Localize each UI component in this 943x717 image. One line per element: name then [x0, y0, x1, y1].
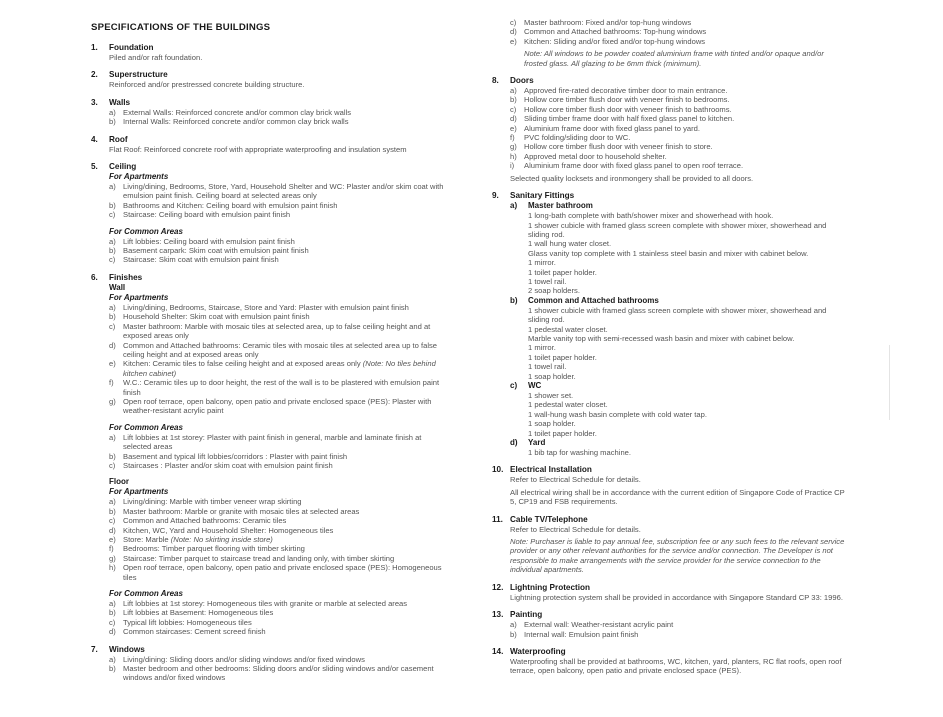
list-item — [109, 535, 451, 544]
wall-common-list — [109, 433, 451, 471]
item-text: Household Shelter: Skim coat with emulsion paint finish — [123, 312, 310, 322]
right-column — [492, 20, 847, 684]
subheading-apartments: For Apartments — [109, 292, 169, 302]
item-text: Lift lobbies: Ceiling board with emulsion paint finish — [123, 236, 295, 246]
item-text: Sliding timber frame door with half fixed glass panel to kitchen. — [524, 114, 735, 124]
item-text: Typical lift lobbies: Homogeneous tiles — [123, 617, 252, 627]
item-text: Lift lobbies at 1st storey: Homogeneous tiles with granite or marble at selected areas — [123, 599, 408, 609]
section-number: 5. — [91, 162, 98, 172]
walls-list — [91, 108, 451, 127]
item-text: Staircases : Plaster and/or skim coat with emulsion paint finish — [123, 460, 333, 470]
item-marker: b) — [109, 312, 116, 322]
section-electrical — [492, 465, 847, 506]
list-item — [510, 37, 847, 46]
windows-list-part2 — [492, 18, 847, 46]
list-item — [109, 312, 451, 321]
item-marker: a) — [109, 497, 116, 507]
fitting-item: 1 towel rail. — [528, 362, 567, 372]
item-text: PVC folding/sliding door to WC. — [524, 133, 631, 143]
item-marker: d) — [109, 627, 116, 637]
item-text: Kitchen: Sliding and/or fixed and/or top-hung windows — [524, 36, 706, 46]
section-walls — [91, 98, 451, 127]
section-superstructure — [91, 70, 451, 89]
fitting-group-heading — [510, 438, 847, 448]
item-text: Aluminium frame door with fixed glass panel to yard. — [524, 123, 701, 133]
fitting-item: 1 toilet paper holder. — [528, 428, 597, 438]
item-text: External Walls: Reinforced concrete and/or common clay brick walls — [123, 107, 352, 117]
list-item — [109, 554, 451, 563]
section-text: Waterproofing shall be provided at bathrooms, WC, kitchen, yard, planters, RC flat roofs, open roof terrace, open balcony, open patio and private enclosed space (PES). — [510, 656, 842, 676]
item-text: Hollow core timber flush door with veneer finish to bedrooms. — [524, 95, 730, 105]
item-marker: a) — [109, 654, 116, 664]
list-item — [510, 18, 847, 27]
list-item — [510, 142, 847, 151]
item-marker: a) — [109, 302, 116, 312]
section-number: 10. — [492, 465, 504, 475]
section-foundation — [91, 43, 451, 62]
section-title: Doors — [510, 76, 534, 86]
section-doors — [492, 76, 847, 183]
item-marker: f) — [109, 378, 114, 388]
item-text: Basement carpark: Skim coat with emulsion paint finish — [123, 246, 309, 256]
fitting-item: 1 soap holder. — [528, 371, 576, 381]
item-marker: c) — [109, 617, 116, 627]
item-marker: b) — [109, 506, 116, 516]
fitting-group — [510, 381, 847, 438]
item-marker: c) — [510, 104, 517, 114]
fitting-item: 1 shower cubicle with framed glass screen complete with shower mixer, showerhead and sliding rod. — [528, 305, 827, 325]
item-text: Hollow core timber flush door with veneer finish to store. — [524, 142, 713, 152]
fitting-item: 1 long-bath complete with bath/shower mixer and showerhead with hook. — [528, 211, 774, 221]
painting-list — [492, 620, 847, 639]
item-marker: g) — [109, 553, 116, 563]
item-marker: e) — [109, 359, 116, 369]
section-finishes — [91, 273, 451, 637]
floor-apartments-list — [109, 497, 451, 582]
section-title: Walls — [109, 97, 131, 107]
item-text: Staircase: Ceiling board with emulsion paint finish — [123, 210, 291, 220]
item-marker: a) — [109, 236, 116, 246]
list-item — [109, 210, 451, 219]
section-title: Cable TV/Telephone — [510, 514, 588, 524]
item-marker: a) — [510, 201, 518, 211]
subheading-wall: Wall — [109, 282, 126, 292]
section-title: Windows — [109, 644, 145, 654]
list-item — [109, 303, 451, 312]
ceiling-common-list — [109, 237, 451, 265]
section-number: 9. — [492, 191, 499, 201]
list-item — [109, 452, 451, 461]
item-marker: b) — [510, 95, 517, 105]
item-text: Open roof terrace, open balcony, open patio and private enclosed space (PES): Plaster with weather-resistant acrylic paint — [123, 396, 432, 416]
fitting-group-heading — [510, 381, 847, 391]
section-title: Lightning Protection — [510, 582, 591, 592]
fitting-item: 1 toilet paper holder. — [528, 267, 597, 277]
list-item — [109, 378, 451, 397]
fitting-item: 2 soap holders. — [528, 286, 580, 296]
fitting-item: 1 bib tap for washing machine. — [528, 448, 631, 458]
fitting-group — [510, 201, 847, 296]
item-marker: h) — [510, 151, 517, 161]
list-item — [510, 152, 847, 161]
cable-note: Note: Purchaser is liable to pay annual fee, subscription fee or any such fees to the relevant service provider or any other relevant authorities for the service and/or connection. The Developer is not responsible to make arrangements with the service provider for the service connection to the individual apartments. — [510, 537, 845, 575]
section-number: 13. — [492, 610, 504, 620]
fitting-item: 1 soap holder. — [528, 419, 576, 429]
fitting-item: Marble vanity top with semi-recessed wash basin and mixer with cabinet below. — [528, 333, 795, 343]
scan-edge-line — [889, 345, 890, 420]
section-waterproofing — [492, 647, 847, 676]
section-text: Piled and/or raft foundation. — [109, 53, 203, 62]
list-item — [109, 599, 451, 608]
list-item — [109, 117, 451, 126]
list-item — [109, 461, 451, 470]
item-text: Staircase: Timber parquet to staircase tread and landing only, with timber skirting — [123, 553, 395, 563]
fitting-group-heading — [510, 296, 847, 306]
floor-common-list — [109, 599, 451, 637]
item-marker: a) — [109, 599, 116, 609]
item-marker: c) — [510, 18, 517, 27]
list-item — [109, 507, 451, 516]
section-text: Lightning protection system shall be provided in accordance with Singapore Standard CP 33: 1996. — [510, 592, 843, 602]
fitting-item: 1 wall-hung wash basin complete with cold water tap. — [528, 409, 707, 419]
item-marker: b) — [109, 200, 116, 210]
fitting-group-heading — [510, 201, 847, 211]
subheading-common-areas: For Common Areas — [109, 422, 183, 432]
list-item — [109, 664, 451, 683]
fitting-item: 1 towel rail. — [528, 276, 567, 286]
fitting-item: 1 mirror. — [528, 258, 556, 268]
list-item — [109, 108, 451, 117]
item-marker: c) — [109, 516, 116, 526]
item-text: Common and Attached bathrooms: Ceramic tiles — [123, 516, 287, 526]
section-title: Electrical Installation — [510, 465, 592, 475]
fitting-item: Glass vanity top complete with 1 stainless steel basin and mixer with cabinet below. — [528, 248, 809, 258]
list-item — [109, 322, 451, 341]
list-item — [510, 86, 847, 95]
section-number: 3. — [91, 97, 98, 107]
item-text: Living/dining: Marble with timber veneer wrap skirting — [123, 497, 302, 507]
fitting-item: 1 pedestal water closet. — [528, 400, 608, 410]
section-number: 6. — [91, 272, 98, 282]
section-sanitary-fittings — [492, 191, 847, 457]
item-text: Common and Attached bathrooms: Top-hung windows — [524, 27, 707, 37]
list-item — [109, 433, 451, 452]
section-number: 7. — [91, 644, 98, 654]
item-text: Master bathroom: Marble or granite with mosaic tiles at selected areas — [123, 506, 360, 516]
item-marker: b) — [510, 295, 518, 305]
item-text: Lift lobbies at Basement: Homogeneous tiles — [123, 608, 274, 618]
item-text: Master bedroom and other bedrooms: Sliding doors and/or sliding windows and/or casement windows and/or fixed windows — [123, 664, 434, 683]
list-item — [109, 618, 451, 627]
item-marker: c) — [510, 381, 518, 390]
item-note: (Note: No tiles behind kitchen cabinet) — [123, 359, 436, 378]
list-item — [510, 124, 847, 133]
section-text: Refer to Electrical Schedule for details. — [510, 475, 641, 485]
item-marker: b) — [109, 117, 116, 127]
item-text: Basement and typical lift lobbies/corridors : Plaster with paint finish — [123, 451, 348, 461]
fitting-item: 1 mirror. — [528, 343, 556, 353]
windows-list-part1 — [91, 655, 451, 683]
item-marker: a) — [109, 432, 116, 442]
list-item — [109, 497, 451, 506]
section-text: All electrical wiring shall be in accordance with the current edition of Singapore Code of Practice CP 5, CP19 and FSB requirements. — [510, 487, 845, 507]
item-text: Store: Marble (Note: No skirting inside store) — [123, 535, 273, 544]
item-text: Kitchen: Ceramic tiles to false ceiling height and at exposed areas only (Note: No tiles behind kitchen cabinet) — [123, 359, 436, 378]
item-text: Staircase: Skim coat with emulsion paint finish — [123, 255, 279, 265]
list-item — [109, 544, 451, 553]
item-note: (Note: No skirting inside store) — [170, 535, 273, 544]
fitting-group-title: WC — [528, 381, 542, 390]
list-item — [109, 397, 451, 416]
item-marker: h) — [109, 563, 116, 573]
item-text: Internal Walls: Reinforced concrete and/or common clay brick walls — [123, 117, 349, 127]
section-title: Superstructure — [109, 70, 168, 80]
item-marker: g) — [109, 396, 116, 406]
document-title: SPECIFICATIONS OF THE BUILDINGS — [91, 22, 271, 33]
item-marker: d) — [510, 114, 517, 124]
item-marker: a) — [109, 182, 116, 192]
section-title: Painting — [510, 610, 543, 620]
item-marker: e) — [510, 36, 517, 46]
ceiling-apartments-list — [109, 182, 451, 220]
list-item — [109, 627, 451, 636]
list-item — [510, 630, 847, 639]
section-number: 14. — [492, 646, 504, 656]
item-marker: e) — [510, 123, 517, 133]
section-number: 2. — [91, 70, 98, 80]
list-item — [510, 95, 847, 104]
item-marker: d) — [510, 27, 517, 37]
item-text: Kitchen, WC, Yard and Household Shelter: Homogeneous tiles — [123, 525, 334, 535]
item-marker: b) — [109, 664, 116, 674]
doors-footer: Selected quality locksets and ironmongery shall be provided to all doors. — [510, 173, 754, 183]
item-text: Living/dining, Bedrooms, Staircase, Store and Yard: Plaster with emulsion paint finish — [123, 302, 409, 312]
item-marker: d) — [109, 340, 116, 350]
item-marker: e) — [109, 535, 116, 544]
item-text: Living/dining: Sliding doors and/or sliding windows and/or fixed windows — [123, 654, 365, 664]
subheading-apartments: For Apartments — [109, 487, 169, 497]
section-ceiling — [91, 162, 451, 265]
fitting-item: 1 pedestal water closet. — [528, 324, 608, 334]
list-item — [109, 237, 451, 246]
fitting-group — [510, 296, 847, 381]
item-text: Master bathroom: Fixed and/or top-hung windows — [524, 18, 692, 27]
fitting-item: 1 toilet paper holder. — [528, 352, 597, 362]
item-marker: c) — [109, 255, 116, 265]
sanitary-fittings-groups — [492, 201, 847, 457]
list-item — [109, 246, 451, 255]
item-marker: b) — [109, 608, 116, 618]
item-text: Lift lobbies at 1st storey: Plaster with paint finish in general, marble and laminate finish at selected areas — [123, 432, 422, 452]
list-item — [109, 359, 451, 378]
section-title: Sanitary Fittings — [510, 191, 575, 201]
item-marker: c) — [109, 321, 116, 331]
list-item — [510, 105, 847, 114]
item-marker: a) — [510, 620, 517, 630]
list-item — [510, 133, 847, 142]
section-number: 12. — [492, 582, 504, 592]
item-text: Bedrooms: Timber parquet flooring with timber skirting — [123, 544, 305, 554]
item-marker: b) — [510, 629, 517, 639]
item-text: Approved metal door to household shelter. — [524, 151, 667, 161]
section-lightning — [492, 583, 847, 602]
windows-note: Note: All windows to be powder coated aluminium frame with tinted and/or opaque and/or frosted glass. All glazing to be 6mm thick (minimum). — [524, 49, 824, 68]
section-number: 11. — [492, 514, 503, 524]
list-item — [109, 255, 451, 264]
section-roof — [91, 135, 451, 154]
wall-apartments-list — [109, 303, 451, 416]
item-marker: b) — [109, 451, 116, 461]
fitting-item: 1 wall hung water closet. — [528, 239, 612, 249]
section-number: 1. — [91, 43, 98, 52]
list-item — [109, 516, 451, 525]
item-text: Living/dining, Bedrooms, Store, Yard, Household Shelter and WC: Plaster and/or skim coat with emulsion paint finish. Ceiling board at selected areas only — [123, 182, 444, 201]
subheading-common-areas: For Common Areas — [109, 226, 183, 236]
item-marker: c) — [109, 460, 116, 470]
section-title: Ceiling — [109, 162, 137, 172]
item-text: Internal wall: Emulsion paint finish — [524, 629, 639, 639]
section-title: Roof — [109, 134, 128, 144]
item-text: W.C.: Ceramic tiles up to door height, the rest of the wall is to be plastered with emulsion paint finish — [123, 378, 440, 397]
subheading-apartments: For Apartments — [109, 172, 169, 182]
section-text: Flat Roof: Reinforced concrete roof with appropriate waterproofing and insulation system — [109, 144, 407, 154]
section-cable-tv — [492, 515, 847, 575]
item-text: Bathrooms and Kitchen: Ceiling board with emulsion paint finish — [123, 200, 338, 210]
section-title: Waterproofing — [510, 646, 566, 656]
left-column — [91, 20, 451, 691]
list-item — [109, 182, 451, 201]
item-marker: b) — [109, 246, 116, 256]
list-item — [510, 27, 847, 36]
section-number: 8. — [492, 76, 499, 86]
section-text: Reinforced and/or prestressed concrete building structure. — [109, 80, 305, 90]
item-marker: f) — [109, 544, 114, 554]
fitting-item: 1 shower cubicle with framed glass screen complete with shower mixer, showerhead and sliding rod. — [528, 220, 827, 239]
item-text: Approved fire-rated decorative timber door to main entrance. — [524, 86, 728, 96]
section-number: 4. — [91, 134, 98, 144]
item-marker: a) — [109, 107, 116, 117]
fitting-group-title: Common and Attached bathrooms — [528, 295, 659, 305]
item-text: Common staircases: Cement screed finish — [123, 627, 266, 637]
section-windows-continued — [492, 18, 847, 68]
section-title: Foundation — [109, 43, 154, 52]
section-painting — [492, 610, 847, 639]
item-text: External wall: Weather-resistant acrylic paint — [524, 620, 674, 630]
item-marker: d) — [510, 438, 518, 448]
list-item — [510, 620, 847, 629]
list-item — [109, 563, 451, 582]
fitting-group — [510, 438, 847, 457]
item-text: Hollow core timber flush door with veneer finish to bathrooms. — [524, 104, 732, 114]
list-item — [109, 201, 451, 210]
section-windows — [91, 645, 451, 683]
item-marker: f) — [510, 133, 515, 143]
item-text: Common and Attached bathrooms: Ceramic tiles with mosaic tiles at selected area up to false ceiling height and at exposed areas only — [123, 340, 438, 359]
item-text: Master bathroom: Marble with mosaic tiles at selected area, up to false ceiling height and at exposed areas only — [123, 321, 431, 341]
fitting-item: 1 shower set. — [528, 391, 574, 400]
item-text: Open roof terrace, open balcony, open patio and private enclosed space (PES): Homogeneous tiles — [123, 563, 442, 582]
doors-list — [492, 86, 847, 171]
item-marker: a) — [510, 86, 517, 96]
subheading-common-areas: For Common Areas — [109, 589, 183, 599]
fitting-group-title: Master bathroom — [528, 201, 593, 211]
list-item — [109, 526, 451, 535]
list-item — [109, 608, 451, 617]
subheading-floor: Floor — [109, 477, 129, 487]
item-text: Aluminium frame door with fixed glass panel to open roof terrace. — [524, 161, 744, 171]
list-item — [510, 161, 847, 170]
item-marker: i) — [510, 161, 515, 171]
list-item — [109, 655, 451, 664]
item-marker: g) — [510, 142, 517, 152]
fitting-group-title: Yard — [528, 438, 546, 448]
item-marker: d) — [109, 525, 116, 535]
list-item — [109, 341, 451, 360]
item-marker: c) — [109, 210, 116, 220]
section-text: Refer to Electrical Schedule for details. — [510, 524, 641, 534]
list-item — [510, 114, 847, 123]
section-title: Finishes — [109, 272, 143, 282]
